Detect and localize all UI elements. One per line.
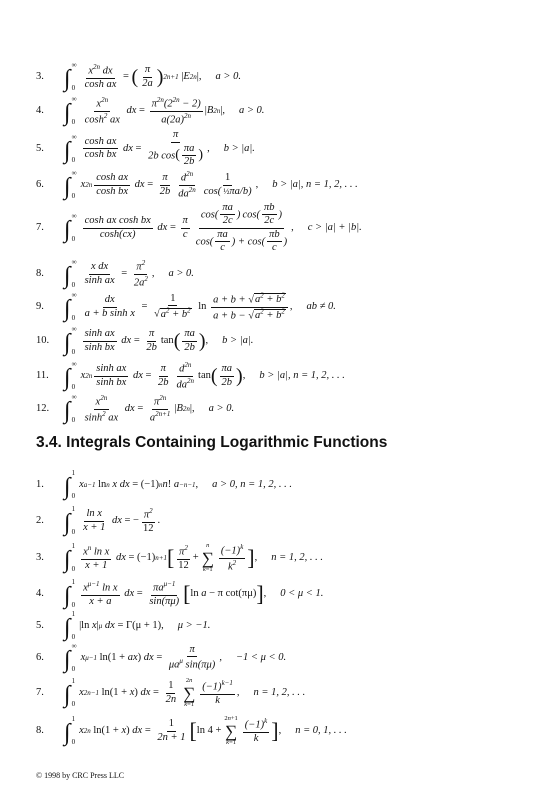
formula: ∫ ∞ 0 $\frac{x^{2n}}{\cosh^2 ax}$ dx = $\frac{\pi^{2n}(2^{2n} - 2)}{a(2a)^{2n}}$ | B 2n |,	[64, 95, 225, 126]
formula: ∫ 1 0 |ln x | μ dx = Γ(μ + 1),	[64, 610, 164, 641]
formula-condition: b > |a|.	[223, 142, 255, 154]
formula-condition: a > 0.	[168, 267, 194, 279]
formula: ∫ 1 0 $\frac{\text{ln x}}{x + 1}$ dx = − $\frac{\pi^2}{12}$ .	[64, 505, 161, 536]
formula-row	[36, 361, 523, 391]
formula: ∫ ∞ 0 x 2n $\frac{\text{cosh ax}}{\text{cosh bx}}$ dx = $\frac{\pi}{2b}$ $\frac{d^{2n}}{da^{2n}}$ $\frac{1}{\text{cos( ½πa/b)}}$ ,	[64, 169, 259, 200]
formula: ∫ ∞ 0 $\frac{\text{cosh ax cosh bx}}{\cosh(cx)}$ dx = $\frac{\pi}{c}$ cos( $\frac{\pi a}{2c}$ ) cos( $\frac{\pi b}{2c}$ ) cos( $\frac{\pi a}{c}$ ) + cos( $\frac{\pi b}{c}$ ) ,	[64, 201, 294, 253]
formula: ∫ ∞ 0 x μ−1 ln(1 + ax ) dx = $\frac{\pi}{\mu a^\mu \sin(\pi\mu)}$ ,	[64, 642, 222, 673]
formula-number: 7.	[36, 221, 44, 233]
formula: ∫ ∞ 0 $\frac{\text{x dx}}{\text{sinh ax}}$ = $\frac{\pi^2}{2a^2}$ ,	[64, 258, 155, 289]
formula-row	[36, 394, 523, 424]
formula-row	[36, 678, 523, 708]
formula-number: 7.	[36, 686, 44, 698]
formula: ∫ ∞ 0 $\frac{\text{cosh ax}}{\text{cosh bx}}$ dx = π 2b cos( $\frac{\pi a}{2b}$ ) ,	[64, 129, 210, 167]
formula-row	[36, 170, 523, 200]
formula-row	[36, 643, 523, 673]
formula-condition: c > |a| + |b|.	[307, 221, 362, 233]
formula: ∫ ∞ 0 x 2n $\frac{\text{sinh ax}}{\text{sinh bx}}$ dx = $\frac{\pi}{2b}$ $\frac{d^{2n}}{da^{2n}}$ tan ( $\frac{\pi a}{2b}$ ) ,	[64, 360, 246, 391]
formula: ∫ 1 0 x 2n−1 ln(1 + x ) dx = $\frac{1}{2n}$ 2n ∑ k=1 $\frac{(-1)^{k-1}}{k}$ ,	[64, 677, 240, 708]
formula-row	[36, 506, 523, 536]
section-heading: 3.4. Integrals Containing Logarithmic Functions	[36, 434, 388, 451]
formula-number: 2.	[36, 514, 44, 526]
formula-row	[36, 579, 523, 609]
formula-row	[36, 96, 523, 126]
formula-number: 5.	[36, 142, 44, 154]
formula-number: 4.	[36, 587, 44, 599]
formula-number: 10.	[36, 334, 50, 346]
formula: ∫ ∞ 0 $\frac{\text{sinh ax}}{\text{sinh bx}}$ dx = $\frac{\pi}{2b}$ tan ( $\frac{\pi a}{2b}$ ) ,	[64, 325, 209, 356]
formula-number: 1.	[36, 478, 44, 490]
formula: ∫ 1 0 x a−1 ln n x dx = (−1) n n ! a −n−1 ,	[64, 469, 199, 500]
formula-condition: ab ≠ 0.	[306, 300, 336, 312]
formula-row	[36, 292, 523, 322]
formula-row	[36, 201, 523, 253]
formula-number: 12.	[36, 402, 50, 414]
formula-row	[36, 130, 523, 168]
formula-condition: b > |a|, n = 1, 2, . . .	[272, 178, 358, 190]
formula-condition: a > 0.	[238, 104, 265, 116]
formula-number: 11.	[36, 369, 49, 381]
formula: ∫ ∞ 0 $\frac{dx}{\text{a + b sinh x}}$ = $\frac{1}{√a^2 + b^2}$ ln $\frac{a + b + √a^2 + b^2}{a + b - √a^2 + b^2}$ ,	[64, 291, 293, 322]
formula-number: 9.	[36, 300, 44, 312]
formula-condition: n = 0, 1, . . .	[295, 724, 347, 736]
formula-number: 4.	[36, 104, 44, 116]
formula: ∫ 1 0 $\frac{x^{\mu-1} \ln x}{x + a}$ dx = $\frac{\pi a^{\mu-1}}{\sin(\pi\mu)}$ [ ln a − π cot(πμ) ] ,	[64, 578, 267, 609]
copyright-footer: © 1998 by CRC Press LLC	[36, 771, 125, 780]
formula-number: 8.	[36, 724, 44, 736]
formula-number: 6.	[36, 178, 44, 190]
formula-condition: −1 < μ < 0.	[235, 651, 287, 663]
formula-condition: μ > −1.	[177, 619, 211, 631]
formula-condition: 0 < μ < 1.	[280, 587, 324, 599]
formula-number: 3.	[36, 551, 44, 563]
formula-row	[36, 716, 523, 746]
formula-condition: n = 1, 2, . . .	[253, 686, 306, 698]
formula-number: 5.	[36, 619, 44, 631]
formula-number: 8.	[36, 267, 44, 279]
formula-condition: a > 0.	[208, 402, 235, 414]
formula-number: 6.	[36, 651, 44, 663]
formula-row	[36, 611, 523, 641]
formula-condition: a > 0, n = 1, 2, . . .	[212, 478, 292, 490]
formula-condition: n = 1, 2, . . .	[271, 551, 323, 563]
formula-row	[36, 259, 523, 289]
formula-condition: b > |a|.	[222, 334, 254, 346]
formula-row	[36, 326, 523, 356]
formula: ∫ ∞ 0 $\frac{x^{2n} dx}{\text{cosh ax}}$ = ( $\frac{\pi}{2a}$ ) 2n+1 | E 2n |,	[64, 61, 202, 92]
formula-row	[36, 62, 523, 92]
formula: ∫ 1 0 x 2n ln(1 + x ) dx = $\frac{1}{2n + 1}$ [ ln 4 + 2n+1 ∑ k=1 $\frac{(-1)^k}{k}$ ] ,	[64, 715, 282, 746]
formula-row	[36, 470, 523, 500]
formula: ∫ 1 0 $\frac{x^n \ln x}{x + 1}$ dx = (−1) n+1 [ $\frac{\pi^2}{12}$ + n ∑ k=1 $\frac{(-1)^k}{k^2}$ ] ,	[64, 542, 258, 573]
formula-number: 3.	[36, 70, 44, 82]
formula: ∫ ∞ 0 $\frac{x^{2n}}{\sinh^2 ax}$ dx = $\frac{\pi^{2n}}{a^{2n+1}}$ | B 2n |,	[64, 393, 195, 424]
formula-condition: b > |a|, n = 1, 2, . . .	[259, 369, 345, 381]
formula-row	[36, 543, 523, 573]
formula-condition: a > 0.	[215, 70, 241, 82]
